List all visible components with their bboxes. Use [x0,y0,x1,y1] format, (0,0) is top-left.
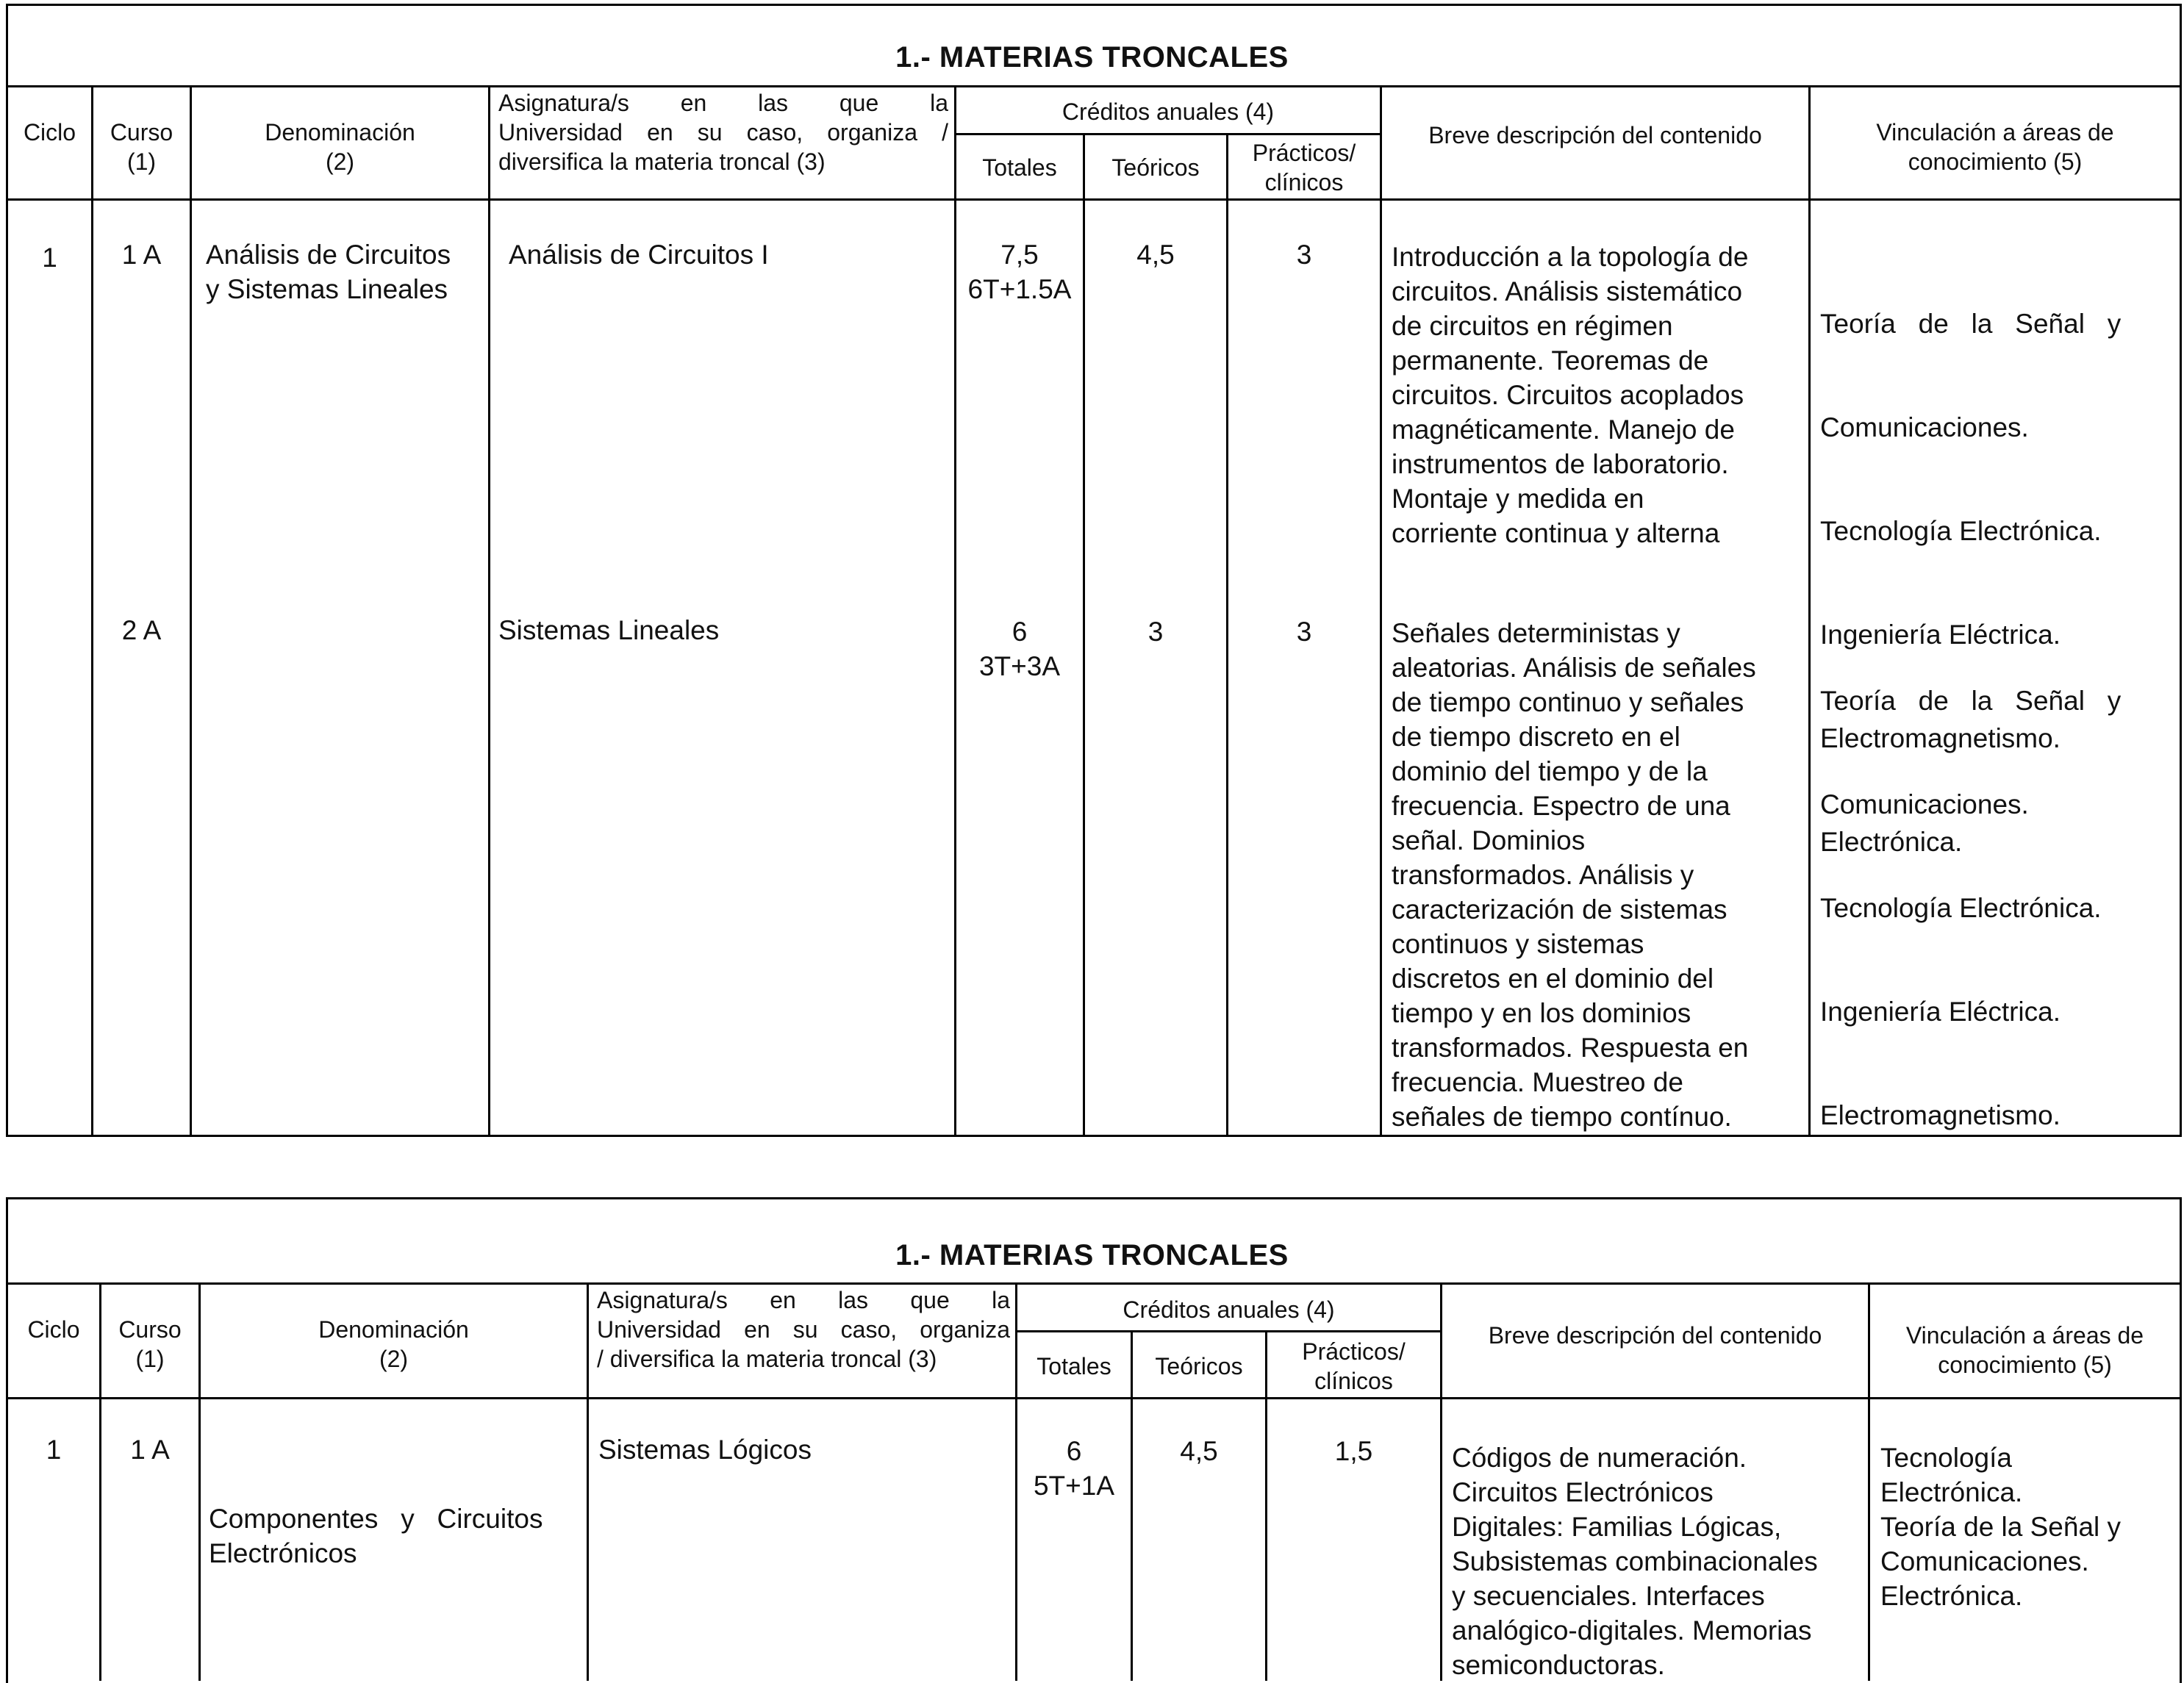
header-practicos: Prácticos/ clínicos [1302,1338,1406,1394]
header-totales: Totales [1036,1353,1111,1379]
row-vinculacion: Teoría de la Señal y Comunicaciones. Tecnología Electrónica. Ingeniería Eléctrica. Electromagnetismo. Electrónica. [1820,309,2122,857]
header-descripcion: Breve descripción del contenido [1488,1322,1822,1349]
sheet-2-col-divider [587,1282,589,1681]
sheet-2-header-bottom-rule [6,1397,2182,1399]
header-denominacion: Denominación (2) [318,1316,469,1372]
row-vinculacion: Tecnología Electrónica. Teoría de la Señal y Comunicaciones. Electrónica. [1880,1443,2122,1611]
header-curso: Curso (1) [118,1316,182,1372]
row-curso: 2 A [121,615,162,645]
row-asignatura: Análisis de Circuitos I [509,240,769,270]
header-practicos: Prácticos/ clínicos [1252,140,1356,195]
sheet-1-header-top-rule [6,85,2182,87]
sheet-1-title: 1.- MATERIAS TRONCALES [895,41,1289,73]
row-descripcion: Introducción a la topología de circuitos. Análisis sistemático de circuitos en régimen permanente. Teoremas de circuitos. Circuitos acoplados magnéticamente. Manejo de instrumentos de laboratorio. Montaje y medida en corriente continua y alterna [1392,242,1749,548]
header-creditos: Créditos anuales (4) [1123,1296,1335,1323]
row-ciclo: 1 [46,1435,62,1465]
row-teoricos: 4,5 [1136,240,1175,270]
header-teoricos: Teóricos [1111,154,1200,181]
sheet-1-col-divider [1380,85,1382,1137]
sheet-2-title: 1.- MATERIAS TRONCALES [895,1239,1289,1271]
row-denominacion: Componentes y Circuitos Electrónicos [209,1504,543,1568]
header-vinculacion: Vinculación a áreas de conocimiento (5) [1905,1322,2144,1378]
sheet-1-credits-rule [954,133,1380,135]
row-totales: 6 3T+3A [978,617,1061,681]
row-denominacion: Análisis de Circuitos y Sistemas Lineales [206,240,451,304]
row-totales: 7,5 6T+1.5A [967,240,1072,304]
row-ciclo: 1 [42,243,57,273]
header-curso: Curso (1) [110,119,173,175]
header-descripcion: Breve descripción del contenido [1428,122,1762,148]
sheet-2-credits-rule [1015,1330,1440,1332]
row-asignatura: Sistemas Lineales [498,615,720,645]
sheet-1-header-bottom-rule [6,198,2182,201]
row-descripcion: Códigos de numeración. Circuitos Electrónicos Digitales: Familias Lógicas, Subsistemas combinacionales y secuenciales. Interfaces analógico-digitales. Memorias semiconductoras. [1452,1443,1818,1680]
row-practicos: 3 [1296,240,1312,270]
row-practicos: 1,5 [1334,1436,1373,1466]
sheet-1-col-divider [488,85,490,1137]
row-descripcion: Señales deterministas y aleatorias. Análisis de señales de tiempo continuo y señales de tiempo discreto en el dominio del tiempo y de la frecuencia. Espectro de una señal. Dominios transformados. Análisis y caracterización de sistemas continuos y sistemas discretos en el dominio del tiempo y en los dominios transformados. Respuesta en frecuencia. Muestreo de señales de tiempo contínuo. [1392,618,1756,1132]
header-ciclo: Ciclo [23,119,76,146]
sheet-1-col-divider [1808,85,1811,1137]
header-asignatura: Asignatura/s en las que la Universidad en su caso, organiza / diversifica la materia troncal (3) [597,1287,1010,1372]
row-asignatura: Sistemas Lógicos [598,1435,812,1465]
row-teoricos: 3 [1148,617,1164,647]
header-totales: Totales [982,154,1057,181]
sheet-1-col-divider [190,85,192,1137]
row-practicos: 3 [1296,617,1312,647]
sheet-2-header-top-rule [6,1282,2182,1285]
header-denominacion: Denominación (2) [265,119,415,175]
row-curso: 1 A [121,240,162,270]
header-asignatura: Asignatura/s en las que la Universidad en su caso, organiza / diversifica la materia troncal (3) [498,90,948,175]
sheet-2-col-divider [1131,1330,1133,1681]
header-teoricos: Teóricos [1155,1353,1243,1379]
header-creditos: Créditos anuales (4) [1061,98,1275,125]
row-totales: 6 5T+1A [1033,1436,1115,1501]
row-teoricos: 4,5 [1180,1436,1218,1466]
header-vinculacion: Vinculación a áreas de conocimiento (5) [1876,119,2114,175]
row-vinculacion: Teoría de la Señal y Comunicaciones. Tecnología Electrónica. Ingeniería Eléctrica. Electromagnetismo. [1820,686,2122,1130]
header-ciclo: Ciclo [27,1316,80,1343]
row-curso: 1 A [130,1435,170,1465]
